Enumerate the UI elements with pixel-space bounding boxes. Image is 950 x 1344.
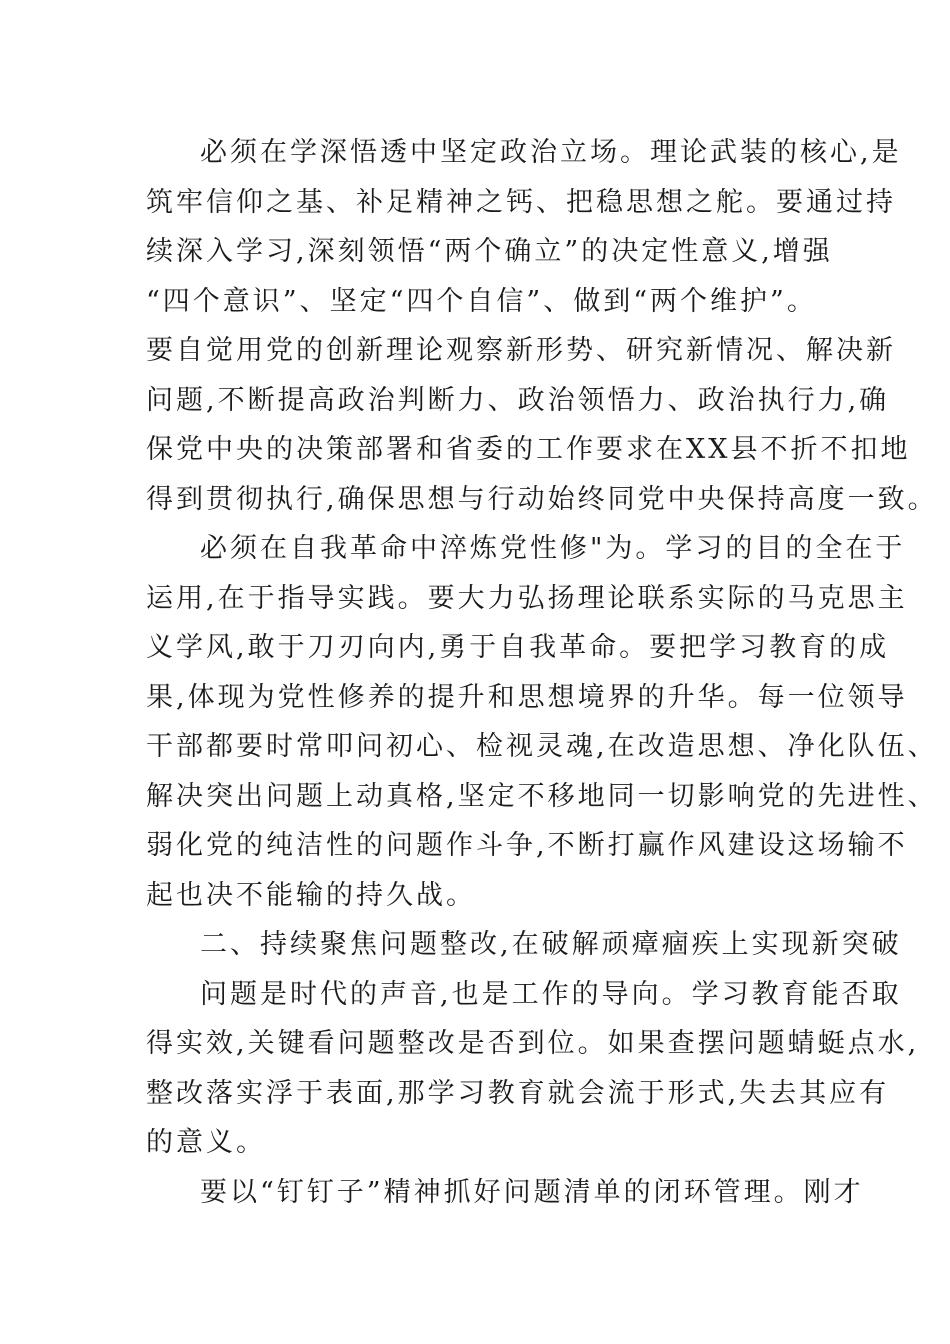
text-line: 筑牢信仰之基、补足精神之钙、把稳思想之舵。要通过持 xyxy=(146,186,896,218)
text-line: 干部都要时常叩问初心、检视灵魂,在改造思想、净化队伍、 xyxy=(146,731,938,762)
text-line: 得实效,关键看问题整改是否到位。如果查摆问题蜻蜓点水, xyxy=(146,1028,920,1059)
text-line: 续深入学习,深刻领悟“两个确立”的决定性意义,增强 xyxy=(146,236,833,267)
text-line: 问题,不断提高政治判断力、政治领悟力、政治执行力,确 xyxy=(146,384,890,416)
text-line: 运用,在于指导实践。要大力弘扬理论联系实际的马克思主 xyxy=(146,582,908,614)
text-line: “四个意识”、坚定“四个自信”、做到“两个维护”。 xyxy=(146,285,817,317)
text-line: 的意义。 xyxy=(146,1127,266,1158)
text-line: 整改落实浮于表面,那学习教育就会流于形式,失去其应有 xyxy=(146,1077,890,1109)
text-line: 起也决不能输的持久战。 xyxy=(146,879,476,911)
text-line: 弱化党的纯洁性的问题作斗争,不断打赢作风建设这场输不 xyxy=(146,830,908,861)
paragraph-first-line: 必须在自我革命中淬炼党性修"为。学习的目的全在于 xyxy=(200,533,906,564)
paragraph-first-line: 问题是时代的声音,也是工作的导向。学习教育能否取 xyxy=(200,978,902,1010)
text-line: 义学风,敢于刀刃向内,勇于自我革命。要把学习教育的成 xyxy=(146,632,890,663)
paragraph-first-line: 必须在学深悟透中坚定政治立场。理论武装的核心,是 xyxy=(200,137,902,168)
body-text xyxy=(146,128,938,1217)
text-line: 要自觉用党的创新理论观察新形势、研究新情况、解决新 xyxy=(146,335,896,366)
text-line: 保党中央的决策部署和省委的工作要求在XX县不折不扣地 xyxy=(146,434,911,465)
paragraph-first-line: 二、持续聚焦问题整改,在破解顽瘴痼疾上实现新突破 xyxy=(200,929,902,960)
text-line: 果,体现为党性修养的提升和思想境界的升华。每一位领导 xyxy=(146,681,908,713)
paragraph-first-line: 要以“钉钉子”精神抓好问题清单的闭环管理。刚才 xyxy=(200,1176,864,1208)
text-line: 解决突出问题上动真格,坚定不移地同一切影响党的先进性、 xyxy=(146,780,938,812)
text-line: 得到贯彻执行,确保思想与行动始终同党中央保持高度一致。 xyxy=(146,483,938,515)
